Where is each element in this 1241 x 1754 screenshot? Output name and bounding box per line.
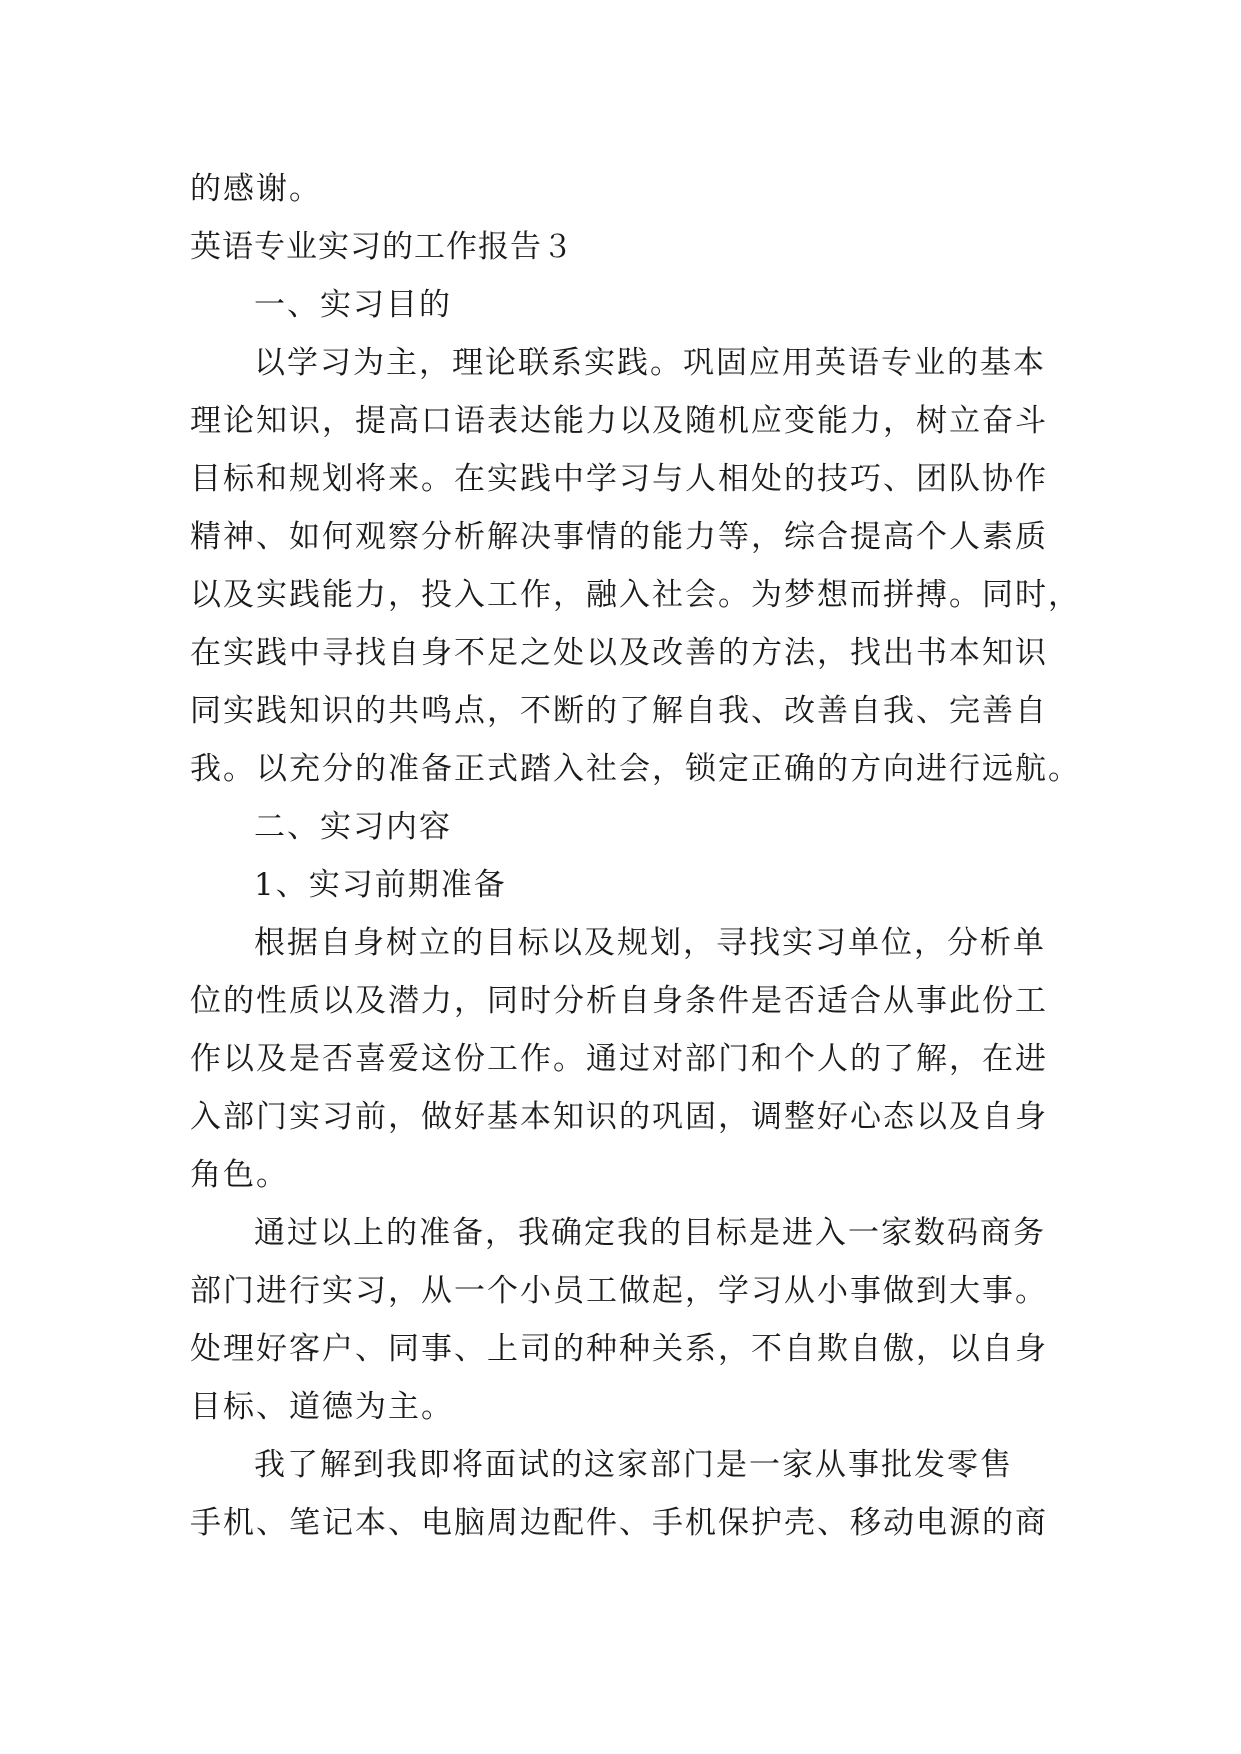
document-body [190, 160, 1081, 1552]
paragraph-line: 的感谢。 [190, 171, 322, 207]
paragraph-line: 目标、道德为主。 [190, 1389, 454, 1425]
paragraph-line: 我。以充分的准备正式踏入社会，锁定正确的方向进行远航。 [190, 751, 1081, 787]
paragraph-line: 角色。 [190, 1157, 289, 1193]
paragraph-line: 部门进行实习，从一个小员工做起，学习从小事做到大事。 [190, 1273, 1048, 1309]
paragraph-line: 以及实践能力，投入工作，融入社会。为梦想而拼搏。同时， [190, 577, 1081, 613]
paragraph-line: 同实践知识的共鸣点，不断的了解自我、改善自我、完善自 [190, 693, 1048, 729]
section-heading: 一、实习目的 [254, 287, 452, 323]
section-title: 英语专业实习的工作报告３ [190, 229, 574, 265]
paragraph-line: 以学习为主，理论联系实践。巩固应用英语专业的基本 [254, 345, 1046, 381]
paragraph-line: 手机、笔记本、电脑周边配件、手机保护壳、移动电源的商 [190, 1505, 1048, 1541]
paragraph-line: 精神、如何观察分析解决事情的能力等，综合提高个人素质 [190, 519, 1048, 555]
paragraph-line: 位的性质以及潜力，同时分析自身条件是否适合从事此份工 [190, 983, 1048, 1019]
paragraph-line: 在实践中寻找自身不足之处以及改善的方法，找出书本知识 [190, 635, 1048, 671]
paragraph-line: 通过以上的准备，我确定我的目标是进入一家数码商务 [254, 1215, 1046, 1251]
paragraph-line: 根据自身树立的目标以及规划，寻找实习单位，分析单 [254, 925, 1046, 961]
paragraph-line: 我了解到我即将面试的这家部门是一家从事批发零售 [254, 1447, 1013, 1483]
paragraph-line: 理论知识，提高口语表达能力以及随机应变能力，树立奋斗 [190, 403, 1048, 439]
section-heading: 二、实习内容 [254, 809, 452, 845]
paragraph-line: 入部门实习前，做好基本知识的巩固，调整好心态以及自身 [190, 1099, 1048, 1135]
subsection-heading: 1、实习前期准备 [254, 867, 507, 903]
paragraph-line: 目标和规划将来。在实践中学习与人相处的技巧、团队协作 [190, 461, 1048, 497]
paragraph-line: 作以及是否喜爱这份工作。通过对部门和个人的了解，在进 [190, 1041, 1048, 1077]
paragraph-line: 处理好客户、同事、上司的种种关系，不自欺自傲，以自身 [190, 1331, 1048, 1367]
